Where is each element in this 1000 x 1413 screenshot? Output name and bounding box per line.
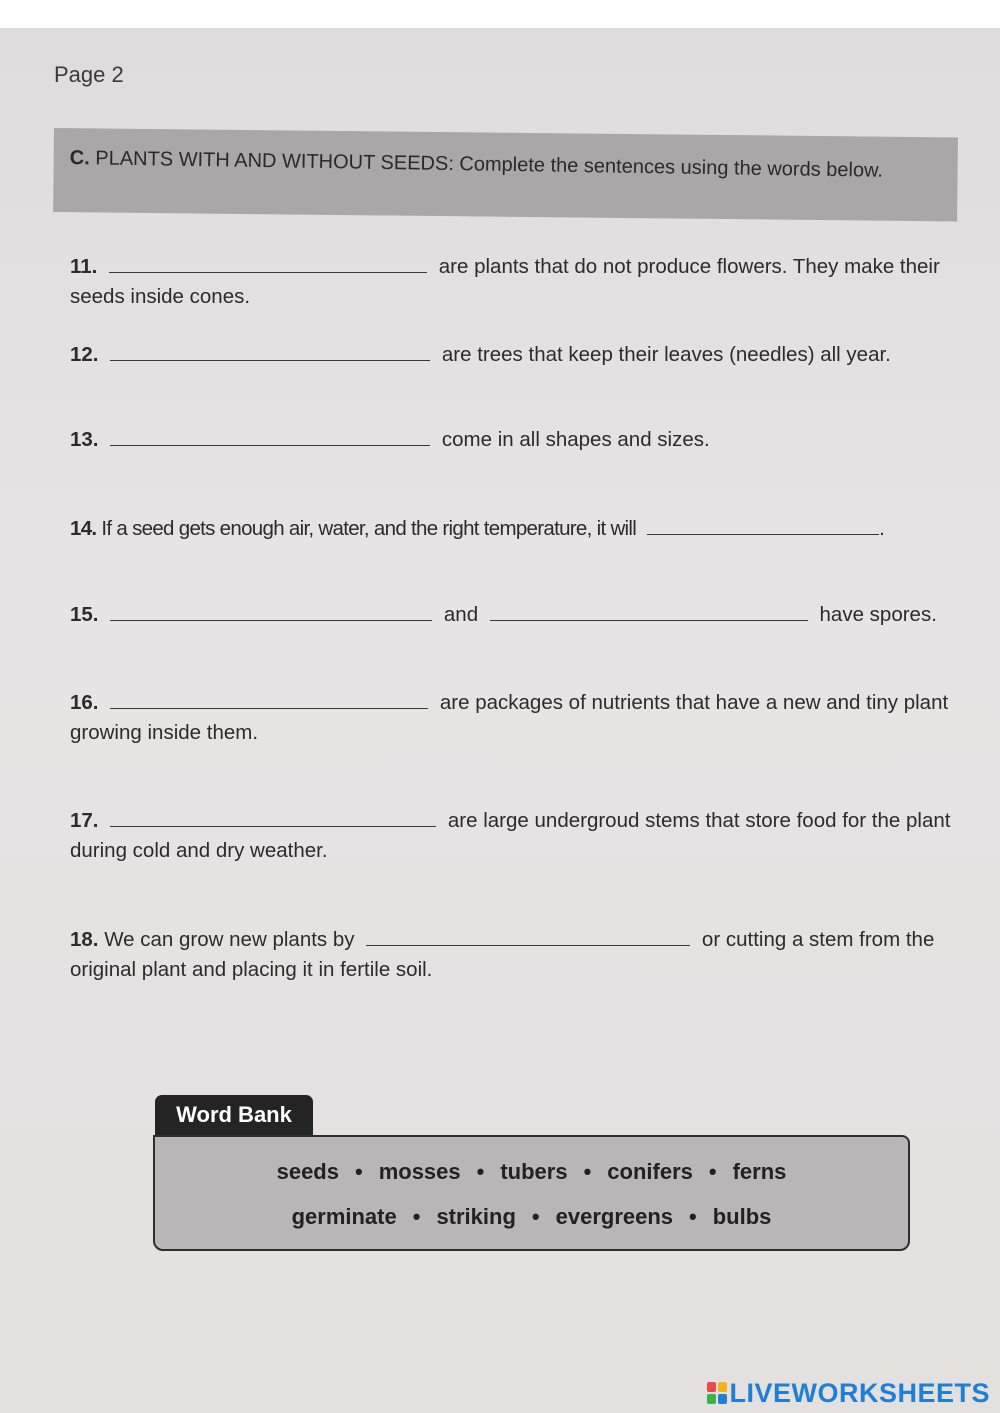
word-bank-row-2 <box>155 1204 908 1230</box>
answer-blank-16[interactable] <box>110 690 428 709</box>
watermark-text: LIVEWORKSHEETS <box>729 1377 990 1408</box>
question-number: 15. <box>70 603 99 626</box>
word-bank-item: tubers <box>500 1159 568 1184</box>
word-bank-item: seeds <box>276 1159 339 1184</box>
word-bank-item: ferns <box>732 1159 787 1184</box>
answer-blank-15a[interactable] <box>110 602 432 621</box>
question-16 <box>70 688 985 748</box>
liveworksheets-logo <box>707 1377 990 1409</box>
word-bank-item: conifers <box>607 1159 693 1184</box>
question-17 <box>70 806 985 866</box>
answer-blank-18[interactable] <box>366 927 690 946</box>
section-instructions: PLANTS WITH AND WITHOUT SEEDS: Complete the sentences using the words below. <box>95 147 884 182</box>
word-bank <box>153 1135 910 1251</box>
question-number: 18. <box>70 928 99 951</box>
question-number: 12. <box>70 343 99 366</box>
question-18 <box>70 925 985 985</box>
answer-blank-15b[interactable] <box>490 602 808 621</box>
word-bank-row-1 <box>155 1159 908 1185</box>
bullet-separator: • <box>689 1204 697 1229</box>
bullet-separator: • <box>531 1204 540 1229</box>
answer-blank-13[interactable] <box>110 427 430 446</box>
question-14 <box>70 514 985 544</box>
answer-blank-11[interactable] <box>109 254 427 273</box>
question-end: . <box>879 517 885 540</box>
question-text: or cutting a stem from the original plant and placing it in fertile soil. <box>70 928 935 981</box>
question-text: are trees that keep their leaves (needles) all year. <box>441 343 891 366</box>
answer-blank-12[interactable] <box>110 342 430 361</box>
question-number: 17. <box>70 809 99 832</box>
question-number: 13. <box>70 428 99 451</box>
bullet-separator: • <box>354 1159 363 1184</box>
bullet-separator: • <box>412 1204 421 1229</box>
bullet-separator: • <box>708 1159 717 1184</box>
page-label: Page 2 <box>54 62 124 87</box>
question-13 <box>70 425 985 455</box>
question-12 <box>70 340 985 370</box>
question-text: If a seed gets enough air, water, and the right temperature, it will <box>101 517 637 540</box>
answer-blank-14[interactable] <box>647 516 879 535</box>
question-15 <box>70 600 985 630</box>
question-connector: and <box>443 603 479 626</box>
word-bank-item: mosses <box>378 1159 461 1184</box>
liveworksheets-mark-icon <box>707 1382 727 1404</box>
question-text-start: We can grow new plants by <box>104 928 355 951</box>
word-bank-item: evergreens <box>555 1204 674 1229</box>
word-bank-item: germinate <box>291 1204 397 1229</box>
bullet-separator: • <box>583 1159 592 1184</box>
question-number: 16. <box>70 691 99 714</box>
question-text: come in all shapes and sizes. <box>441 428 710 451</box>
word-bank-item: striking <box>436 1204 516 1229</box>
question-number: 14. <box>70 517 97 540</box>
question-text: are packages of nutrients that have a new and tiny plant growing inside them. <box>70 691 949 744</box>
word-bank-title: Word Bank <box>155 1095 313 1137</box>
top-strip <box>0 0 1000 28</box>
answer-blank-17[interactable] <box>110 808 436 827</box>
question-text: are plants that do not produce flowers. They make their seeds inside cones. <box>70 255 940 308</box>
word-bank-item: bulbs <box>712 1204 772 1229</box>
question-text: are large undergroud stems that store food for the plant during cold and dry weather. <box>70 809 951 862</box>
question-text: have spores. <box>819 603 937 626</box>
section-letter: C. <box>69 146 90 170</box>
bullet-separator: • <box>476 1159 485 1184</box>
question-11 <box>70 252 985 312</box>
question-number: 11. <box>70 255 98 278</box>
